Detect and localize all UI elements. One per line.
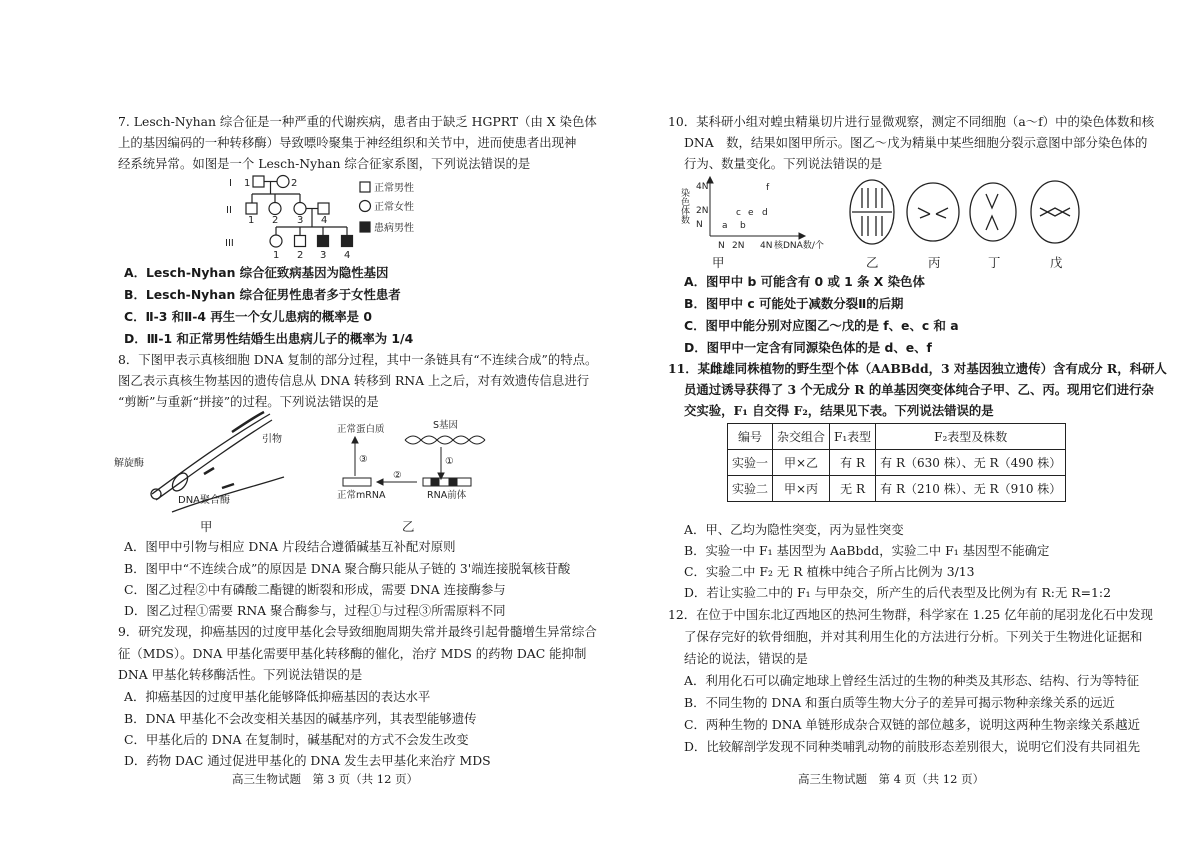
- q11-option-a: A．甲、乙均为隐性突变，丙为显性突变: [684, 522, 904, 537]
- num-III-1: 1: [273, 250, 280, 261]
- question-11-line-3: 交实验，F₁ 自交得 F₂，结果见下表。下列说法错误的是: [684, 403, 994, 418]
- q8-option-c: C．图乙过程②中有磷酸二酯键的断裂和形成，需要 DNA 连接酶参与: [124, 582, 506, 597]
- gen-II-label: II: [226, 205, 232, 216]
- cell-wu: [1031, 181, 1079, 243]
- cell-exp2-f2: 有 R（210 株）、无 R（910 株）: [876, 476, 1066, 502]
- cell-exp1-cross: 甲×乙: [773, 450, 830, 476]
- point-a: a: [722, 221, 728, 231]
- label-helicase: 解旋酶: [114, 458, 144, 469]
- q12-option-d: D．比较解剖学发现不同种类哺乳动物的前肢形态差别很大，说明它们没有共同祖先: [684, 739, 1140, 754]
- q8-option-d: D．图乙过程①需要 RNA 聚合酶参与，过程①与过程③所需原料不同: [124, 603, 506, 618]
- chromosome-dna-scatter: [679, 176, 862, 254]
- y-tick-2n: 2N: [696, 206, 709, 216]
- label-dna-polymerase: DNA聚合酶: [178, 495, 231, 506]
- q10-option-d: D．图甲中一定含有同源染色体的是 d、e、f: [684, 340, 932, 355]
- y-tick-n: N: [696, 220, 703, 230]
- label-primer: 引物: [262, 434, 282, 445]
- x-axis-label: 核DNA数/个: [774, 241, 824, 251]
- num-II-2: 2: [272, 215, 279, 226]
- q9-option-c: C．甲基化后的 DNA 在复制时，碱基配对的方式不会发生改变: [124, 732, 469, 747]
- exam-page-4: [600, 0, 1200, 859]
- x-tick-4n: 4N: [760, 241, 773, 251]
- q11-option-c: C．实验二中 F₂ 无 R 植株中纯合子所占比例为 3/13: [684, 564, 975, 579]
- question-7-line-2: 上的基因编码的一种转移酶）导致嘌呤聚集于神经组织和关节中，进而使患者出现神: [118, 135, 577, 150]
- cell-exp1-f1: 有 R: [830, 450, 876, 476]
- pedigree-II-4: [318, 203, 329, 214]
- pedigree-II-2: [269, 203, 281, 215]
- q12-option-a: A．利用化石可以确定地球上曾经生活过的生物的种类及其形态、结构、行为等特征: [684, 673, 1140, 688]
- question-12-line-3: 结论的说法，错误的是: [684, 651, 808, 666]
- header-id: 编号: [728, 424, 773, 450]
- y-tick-4n: 4N: [696, 182, 709, 192]
- header-f1: F₁表型: [830, 424, 876, 450]
- header-f2: F₂表型及株数: [876, 424, 1066, 450]
- rna-splicing-figure: [335, 418, 505, 500]
- cell-exp2-f1: 无 R: [830, 476, 876, 502]
- pedigree-III-2: [295, 236, 306, 247]
- label-step-2: ②: [393, 470, 402, 481]
- fig-caption-wu: 戊: [1050, 255, 1063, 270]
- x-tick-2n: 2N: [732, 241, 745, 251]
- cell-division-figures: [848, 178, 1093, 248]
- pedigree-chart: [220, 170, 460, 260]
- q10-option-b: B．图甲中 c 可能处于减数分裂Ⅱ的后期: [684, 296, 904, 311]
- cell-ding: [970, 183, 1016, 241]
- table-header-row: [728, 424, 1066, 450]
- question-9-line-2: 征（MDS）。DNA 甲基化需要甲基化转移酶的催化，治疗 MDS 的药物 DAC 能抑制: [118, 646, 587, 661]
- point-e: e: [748, 208, 754, 218]
- table-row: [728, 476, 1066, 502]
- y-axis-label-1: 染色体数: [679, 188, 689, 224]
- point-f: f: [766, 183, 770, 193]
- question-11-line-1: 11．某雌雄同株植物的野生型个体（AABBdd，3 对基因独立遗传）含有成分 R，科研人: [668, 361, 1167, 376]
- question-10-line-1: 10．某科研小组对蝗虫精巢切片进行显微观察，测定不同细胞（a～f）中的染色体数和核: [668, 114, 1155, 129]
- question-7-line-1: 7. Lesch-Nyhan 综合征是一种严重的代谢疾病，患者由于缺乏 HGPRT（由 X 染色体: [118, 114, 597, 129]
- q10-option-a: A．图甲中 b 可能含有 0 或 1 条 X 染色体: [684, 274, 925, 289]
- q12-option-b: B．不同生物的 DNA 和蛋白质等生物大分子的差异可揭示物种亲缘关系的远近: [684, 695, 1115, 710]
- q7-option-a: A．Lesch-Nyhan 综合征致病基因为隐性基因: [124, 265, 389, 280]
- label-step-3: ③: [359, 454, 368, 465]
- num-III-2: 2: [297, 250, 304, 261]
- legend-normal-male: 正常男性: [374, 183, 414, 194]
- cross-experiment-table: [727, 423, 1066, 502]
- gen-I-label: I: [229, 178, 232, 189]
- cell-bing: [907, 183, 959, 241]
- q11-option-d: D．若让实验二中的 F₁ 与甲杂交，所产生的后代表型及比例为有 R:无 R=1:2: [684, 585, 1111, 600]
- pedigree-III-3: [318, 236, 329, 247]
- fig-caption-yi: 乙: [866, 255, 879, 270]
- fig-caption-jia: 甲: [712, 255, 725, 270]
- legend-normal-male-icon: [360, 182, 370, 192]
- x-tick-n: N: [718, 241, 725, 251]
- question-7-line-3: 经系统异常。如图是一个 Lesch-Nyhan 综合征家系图，下列说法错误的是: [118, 156, 531, 171]
- label-normal-mrna: 正常mRNA: [337, 490, 386, 501]
- label-rna-precursor: RNA前体: [427, 490, 467, 501]
- q11-option-b: B．实验一中 F₁ 基因型为 AaBbdd，实验二中 F₁ 基因型不能确定: [684, 543, 1050, 558]
- figure-caption-jia: 甲: [200, 519, 213, 534]
- page-footer-3: 高三生物试题 第 3 页（共 12 页）: [232, 772, 419, 786]
- legend-affected-male-icon: [360, 222, 370, 232]
- cell-exp1-id: 实验一: [728, 450, 773, 476]
- label-step-1: ①: [445, 456, 454, 467]
- num-III-4: 4: [344, 250, 351, 261]
- point-b: b: [740, 221, 746, 231]
- cell-exp1-f2: 有 R（630 株）、无 R（490 株）: [876, 450, 1066, 476]
- label-s-gene: S基因: [433, 420, 459, 431]
- legend-normal-female-icon: [360, 201, 371, 212]
- table-row: [728, 450, 1066, 476]
- q7-option-d: D．Ⅲ-1 和正常男性结婚生出患病儿子的概率为 1/4: [124, 331, 414, 346]
- question-9-line-3: DNA 甲基化转移酶活性。下列说法错误的是: [118, 667, 363, 682]
- question-10-line-2: DNA 数，结果如图甲所示。图乙～戊为精巢中某些细胞分裂示意图中部分染色体的: [684, 135, 1148, 150]
- num-II-3: 3: [297, 215, 304, 226]
- cell-exp2-id: 实验二: [728, 476, 773, 502]
- pedigree-III-1: [270, 235, 282, 247]
- dna-replication-figure: [112, 402, 302, 514]
- q8-option-b: B．图甲中“不连续合成”的原因是 DNA 聚合酶只能从子链的 3'端连接脱氧核苷酸: [124, 561, 571, 576]
- q8-option-a: A．图甲中引物与相应 DNA 片段结合遵循碱基互补配对原则: [124, 539, 456, 554]
- num-I-1: 1: [244, 178, 251, 189]
- pedigree-III-4: [342, 236, 353, 247]
- question-8-line-1: 8．下图甲表示真核细胞 DNA 复制的部分过程，其中一条链具有“不连续合成”的特点。: [118, 352, 598, 367]
- question-8-line-3: “剪断”与重新“拼接”的过程。下列说法错误的是: [118, 394, 379, 409]
- num-III-3: 3: [320, 250, 327, 261]
- q10-option-c: C．图甲中能分别对应图乙～戊的是 f、e、c 和 a: [684, 318, 959, 333]
- page-footer-4: 高三生物试题 第 4 页（共 12 页）: [798, 772, 985, 786]
- question-9-line-1: 9．研究发现，抑癌基因的过度甲基化会导致细胞周期失常并最终引起骨髓增生异常综合: [118, 624, 597, 639]
- question-11-line-2: 员通过诱导获得了 3 个无成分 R 的单基因突变体纯合子甲、乙、丙。现用它们进行杂: [684, 382, 1154, 397]
- point-c: c: [736, 208, 741, 218]
- pedigree-II-1: [246, 203, 257, 214]
- q7-option-c: C．Ⅱ-3 和Ⅱ-4 再生一个女儿患病的概率是 0: [124, 309, 372, 324]
- label-normal-protein: 正常蛋白质: [337, 424, 385, 435]
- cell-exp2-cross: 甲×丙: [773, 476, 830, 502]
- legend-affected-male: 患病男性: [374, 223, 414, 234]
- pedigree-I-2: [277, 176, 289, 188]
- q12-option-c: C．两种生物的 DNA 单链形成杂合双链的部位越多，说明这两种生物亲缘关系越近: [684, 717, 1140, 732]
- num-I-2: 2: [291, 178, 298, 189]
- fig-caption-ding: 丁: [988, 255, 1001, 270]
- question-10-line-3: 行为、数量变化。下列说法错误的是: [684, 156, 883, 171]
- q7-option-b: B．Lesch-Nyhan 综合征男性患者多于女性患者: [124, 287, 401, 302]
- fig-caption-bing: 丙: [928, 255, 941, 270]
- num-II-4: 4: [321, 215, 328, 226]
- point-d: d: [762, 208, 768, 218]
- question-8-line-2: 图乙表示真核生物基因的遗传信息从 DNA 转移到 RNA 上之后，对有效遗传信息进行: [118, 373, 590, 388]
- question-12-line-1: 12．在位于中国东北辽西地区的热河生物群，科学家在 1.25 亿年前的尾羽龙化石中发现: [668, 607, 1153, 622]
- header-cross: 杂交组合: [773, 424, 830, 450]
- legend-normal-female: 正常女性: [374, 202, 414, 213]
- num-II-1: 1: [248, 215, 255, 226]
- q9-option-a: A．抑癌基因的过度甲基化能够降低抑癌基因的表达水平: [124, 689, 431, 704]
- q9-option-d: D．药物 DAC 通过促进甲基化的 DNA 发生去甲基化来治疗 MDS: [124, 753, 491, 768]
- gen-III-label: III: [225, 238, 234, 249]
- figure-caption-yi: 乙: [402, 519, 415, 534]
- pedigree-I-1: [253, 176, 264, 187]
- q9-option-b: B．DNA 甲基化不会改变相关基因的碱基序列，其表型能够遗传: [124, 711, 477, 726]
- pedigree-II-3: [294, 203, 306, 215]
- question-12-line-2: 了保存完好的软骨细胞，并对其利用生化的方法进行分析。下列关于生物进化证据和: [684, 629, 1143, 644]
